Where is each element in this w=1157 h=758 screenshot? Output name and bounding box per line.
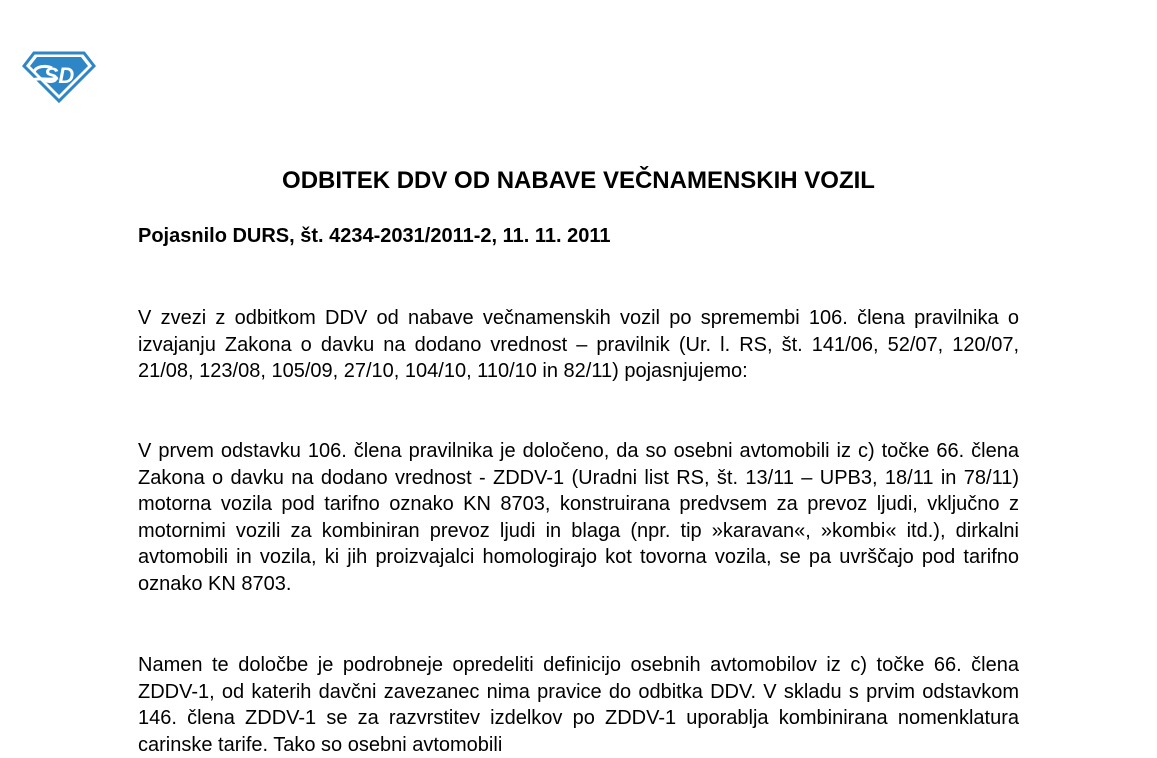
- company-logo: [22, 50, 96, 104]
- paragraph-1: V zvezi z odbitkom DDV od nabave večnamenskih vozil po spremembi 106. člena pravilnika o izvajanju Zakona o davku na dodano vrednost – pravilnik (Ur. l. RS, št. 141/06, 52/07, 120/07, 21/08, 123/08, 105/09, 27/10, 104/10, 110/10 in 82/11) pojasnjujemo:: [138, 307, 1019, 383]
- paragraph-3: Namen te določbe je podrobneje opredeliti definicijo osebnih avtomobilov iz c) točke 66. člena ZDDV-1, od katerih davčni zavezanec nima pravice do odbitka DDV. V skladu s prvim odstavkom 146. člena ZDDV-1 se za razvrstitev izdelkov po ZDDV-1 uporablja kombinirana nomenklatura carinske tarife. Tako so osebni avtomobili: [138, 654, 1019, 756]
- diamond-logo-icon: [22, 50, 96, 104]
- paragraph-2: V prvem odstavku 106. člena pravilnika je določeno, da so osebni avtomobili iz c) točke 66. člena Zakona o davku na dodano vrednost - ZDDV-1 (Uradni list RS, št. 13/11 – UPB3, 18/11 in 78/11) motorna vozila pod tarifno oznako KN 8703, konstruirana predvsem za prevoz ljudi, vključno z motornimi vozili za kombiniran prevoz ljudi in blaga (npr. tip »karavan«, »kombi« itd.), dirkalni avtomobili in vozila, ki jih proizvajalci homologirajo kot tovorna vozila, se pa uvrščajo pod tarifno oznako KN 8703.: [138, 440, 1019, 595]
- document-title: ODBITEK DDV OD NABAVE VEČNAMENSKIH VOZIL: [282, 167, 875, 194]
- document-subtitle: Pojasnilo DURS, št. 4234-2031/2011-2, 11. 11. 2011: [138, 225, 611, 247]
- logo-letters: SD: [43, 63, 75, 88]
